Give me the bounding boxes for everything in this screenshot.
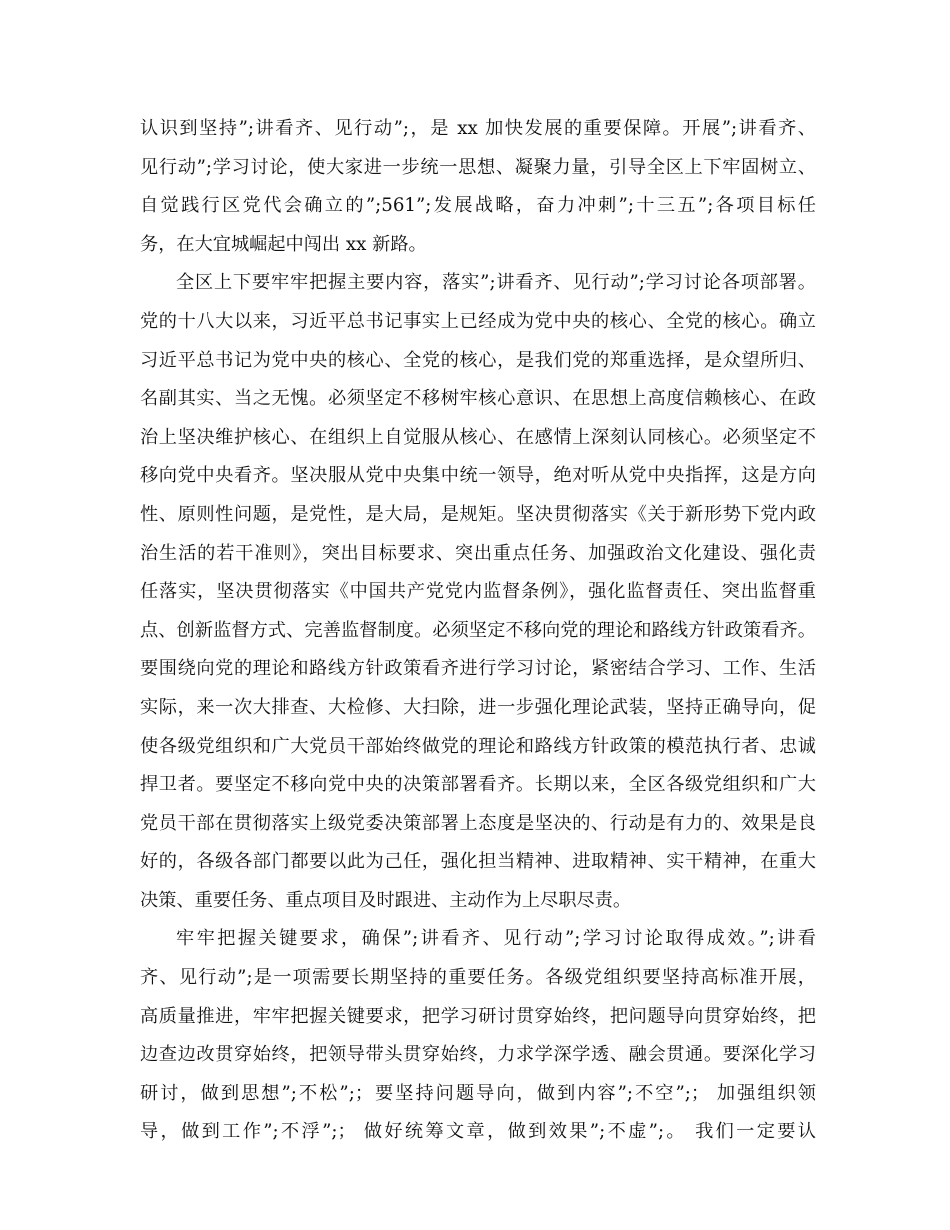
text-line: 牢牢把握关键要求，确保”;讲看齐、见行动”;学习讨论取得成效。”;讲看 — [176, 928, 816, 950]
paragraph-3 — [140, 920, 816, 1152]
text-line: 党员干部在贯彻落实上级党委决策部署上态度是坚决的、行动是有力的、效果是良 — [140, 812, 816, 834]
text-line: 要围绕向党的理论和路线方针政策看齐进行学习讨论，紧密结合学习、工作、生活 — [140, 658, 816, 680]
text-line: 名副其实、当之无愧。必须坚定不移树牢核心意识、在思想上高度信赖核心、在政 — [140, 388, 816, 410]
text-line: 决策、重要任务、重点项目及时跟进、主动作为上尽职尽责。 — [140, 889, 632, 911]
text-line: 见行动”;学习讨论，使大家进一步统一思想、凝聚力量，引导全区上下牢固树立、 — [140, 156, 816, 178]
text-line: 捍卫者。要坚定不移向党中央的决策部署看齐。长期以来，全区各级党组织和广大 — [140, 774, 816, 796]
text-line: 好的，各级各部门都要以此为己任，强化担当精神、进取精神、实干精神，在重大 — [140, 851, 816, 873]
text-line: 移向党中央看齐。坚决服从党中央集中统一领导，绝对听从党中央指挥，这是方向 — [140, 465, 816, 487]
text-line: 性、原则性问题，是党性，是大局，是规矩。坚决贯彻落实《关于新形势下党内政 — [140, 503, 816, 525]
text-line: 党的十八大以来，习近平总书记事实上已经成为党中央的核心、全党的核心。确立 — [140, 310, 816, 332]
text-line: 自觉践行区党代会确立的”;561”;发展战略，奋力冲刺”;十三五”;各项目标任 — [140, 195, 816, 217]
text-line: 务，在大宜城崛起中闯出 xx 新路。 — [140, 233, 427, 255]
text-line: 治生活的若干准则》，突出目标要求、突出重点任务、加强政治文化建设、强化责 — [140, 542, 816, 564]
document-page — [140, 110, 816, 1152]
text-line: 导，做到工作”;不浮”;； 做好统筹文章，做到效果”;不虚”;。 我们一定要认 — [140, 1121, 816, 1143]
text-line: 边查边改贯穿始终，把领导带头贯穿始终，力求学深学透、融会贯通。要深化学习 — [140, 1044, 816, 1066]
paragraph-2 — [140, 264, 816, 920]
text-line: 习近平总书记为党中央的核心、全党的核心，是我们党的郑重选择，是众望所归、 — [140, 349, 816, 371]
text-line: 使各级党组织和广大党员干部始终做党的理论和路线方针政策的模范执行者、忠诚 — [140, 735, 816, 757]
text-line: 齐、见行动”;是一项需要长期坚持的重要任务。各级党组织要坚持高标准开展， — [140, 967, 816, 989]
text-line: 全区上下要牢牢把握主要内容，落实”;讲看齐、见行动”;学习讨论各项部署。 — [176, 272, 816, 294]
text-line: 实际，来一次大排查、大检修、大扫除，进一步强化理论武装，坚持正确导向，促 — [140, 696, 816, 718]
text-line: 高质量推进，牢牢把握关键要求，把学习研讨贯穿始终，把问题导向贯穿始终，把 — [140, 1005, 816, 1027]
text-line: 研讨，做到思想”;不松”;；要坚持问题导向，做到内容”;不空”;； 加强组织领 — [140, 1082, 816, 1104]
text-line: 点、创新监督方式、完善监督制度。必须坚定不移向党的理论和路线方针政策看齐。 — [140, 619, 816, 641]
text-line: 任落实，坚决贯彻落实《中国共产党党内监督条例》，强化监督责任、突出监督重 — [140, 581, 816, 603]
text-line: 认识到坚持”;讲看齐、见行动”;，是 xx 加快发展的重要保障。开展”;讲看齐、 — [140, 118, 816, 139]
paragraph-1 — [140, 110, 816, 264]
text-line: 治上坚决维护核心、在组织上自觉服从核心、在感情上深刻认同核心。必须坚定不 — [140, 426, 816, 448]
